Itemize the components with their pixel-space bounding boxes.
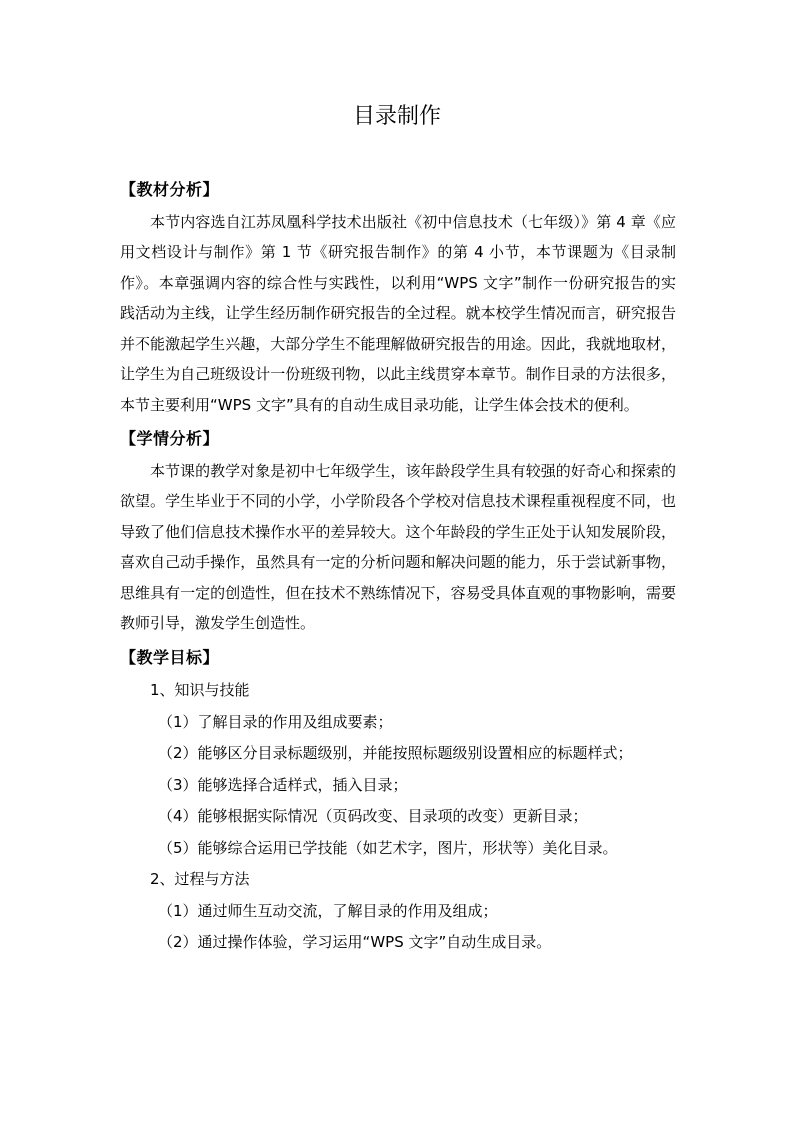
goal-item: （1）通过师生互动交流，了解目录的作用及组成； (158, 901, 498, 920)
goal-item: （2）通过操作体验，学习运用“WPS 文字”自动生成目录。 (158, 933, 552, 951)
section-heading-learner: 【学情分析】 (120, 429, 220, 448)
section-heading-goals: 【教学目标】 (120, 647, 220, 667)
goal-item: （2）能够区分目录标题级别，并能按照标题级别设置相应的标题样式； (158, 744, 633, 762)
goal-item: （3）能够选择合适样式，插入目录； (158, 775, 408, 794)
goal-item: （4）能够根据实际情况（页码改变、目录项的改变）更新目录； (158, 807, 588, 825)
goal-item: （1）了解目录的作用及组成要素； (158, 712, 393, 731)
document-body (120, 173, 676, 958)
document-title: 目录制作 (352, 104, 441, 129)
goal-item: （5）能够综合运用已学技能（如艺术字，图片，形状等）美化目录。 (158, 838, 618, 857)
goal-subheading-process: 2、过程与方法 (150, 870, 250, 888)
goals-list (120, 675, 676, 958)
goal-subheading-knowledge: 1、知识与技能 (150, 681, 250, 699)
section-heading-material: 【教材分析】 (120, 180, 220, 199)
learner-paragraph: 本节课的教学对象是初中七年级学生，该年龄段学生具有较强的好奇心和探索的欲望。学生毕业于不同的小学，小学阶段各个学校对信息技术课程重视程度不同，也导致了他们信息技术操作水平的差异较大。这个年龄段的学生正处于认知发展阶段，喜欢自己动手操作，虽然具有一定的分析问题和解决问题的能力，乐于尝试新事物，思维具有一定的创造性，但在技术不熟练情况下，容易受具体直观的事物影响，需要教师引导，激发学生创造性。 (120, 461, 676, 632)
material-paragraph: 本节内容选自江苏凤凰科学技术出版社《初中信息技术（七年级）》第 4 章《应用文档设计与制作》第 1 节《研究报告制作》的第 4 小节，本节课题为《目录制作》。本章强调内容的综合性与实践性，以利用“WPS 文字”制作一份研究报告的实践活动为主线，让学生经历制作研究报告的全过程。就本校学生情况而言，研究报告并不能激起学生兴趣，大部分学生不能理解做研究报告的用途。因此，我就地取材，让学生为自己班级设计一份班级刊物，以此主线贯穿本章节。制作目录的方法很多，本节主要利用“WPS 文字”具有的自动生成目录功能，让学生体会技术的便利。 (120, 212, 676, 414)
